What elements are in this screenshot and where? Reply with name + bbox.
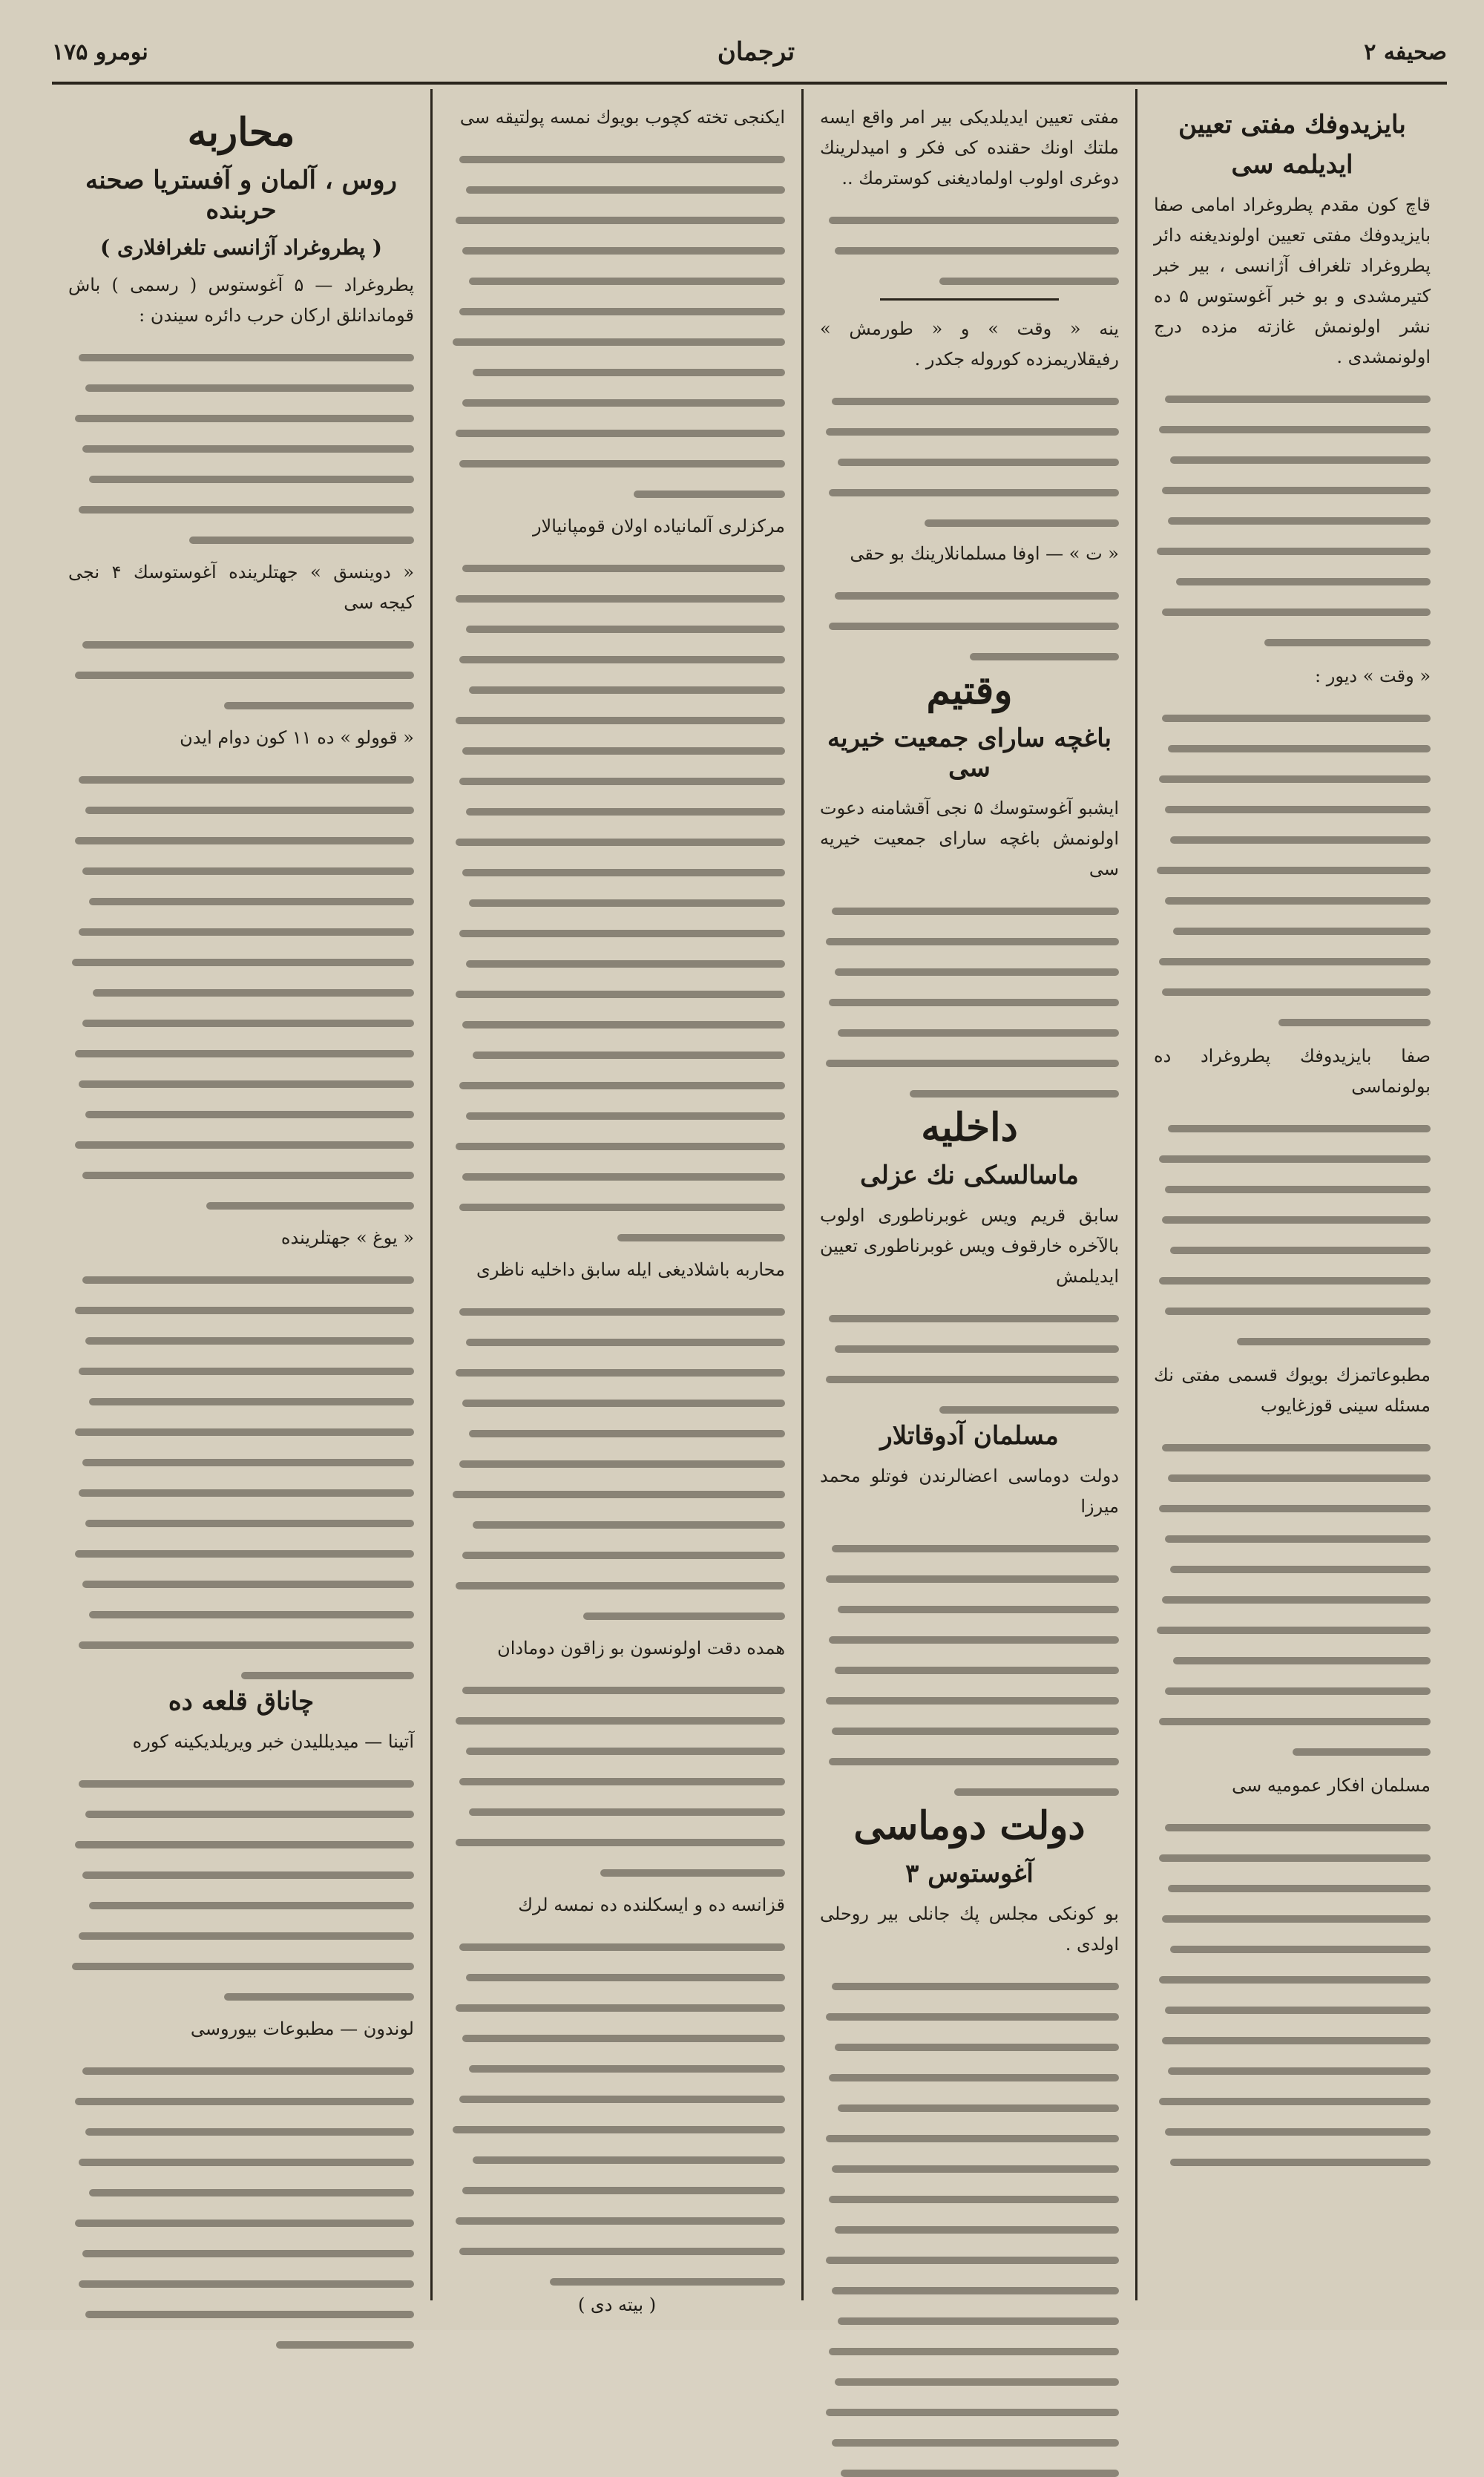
section-heading: داخلیه: [921, 1105, 1018, 1150]
page-header: [52, 22, 1447, 85]
dateline: آغوستوس ۳: [905, 1859, 1034, 1889]
article-title-line2: ایدیلمه سی: [1231, 150, 1353, 180]
article-paragraph: « قوولو » ده ۱۱ کون دوام ایدن: [180, 727, 414, 748]
section-heading: دولت دوماسی: [853, 1803, 1086, 1848]
article-subtitle: ( پطروغراد آژانسی تلغرافلاری ): [99, 235, 383, 260]
illegible-text-block: [1154, 1125, 1431, 1345]
illegible-text-block: [68, 776, 414, 1210]
article-paragraph: صفا بایزیدوفك پطروغراد ده بولونماسی: [1154, 1046, 1431, 1097]
article-paragraph: مفتی تعیین ایدیلدیکی بیر امر واقع ایسه ملتك اونك حقنده کی فکر و امیدلرینك دوغری اولوب اولمادیغنی کوسترمك ..: [820, 107, 1119, 188]
column-news: [801, 89, 1135, 2300]
illegible-text-block: [820, 398, 1119, 527]
article-paragraph: ینه « وقت » و « طورمش » رفیقلاریمزده کوروله جکدر .: [820, 318, 1119, 370]
column-mufti: [1135, 89, 1447, 2300]
article-title: ماسالسکی نك عزلی: [860, 1161, 1079, 1190]
article-paragraph: آتینا — میدیللیدن خبر ویریلدیکینه کوره: [132, 1731, 414, 1752]
section-heading: محاربه: [187, 110, 295, 155]
article-paragraph: مسلمان افکار عمومیه سی: [1232, 1775, 1431, 1796]
article-paragraph: سابق قریم ویس غوبرناطوری اولوب بالآخره خارقوف ویس غوبرناطوری تعیین ایدیلمش: [820, 1205, 1119, 1287]
article-paragraph: « ت » — اوفا مسلمانلارینك بو حقی: [850, 543, 1119, 564]
article-title: چاناق قلعه ده: [168, 1687, 315, 1716]
illegible-text-block: [68, 641, 414, 709]
article-paragraph: « دوینسق » جهتلرینده آغوستوسك ۴ نجی کیجه سی: [68, 562, 415, 613]
illegible-text-block: [820, 908, 1119, 1098]
article-paragraph: پطروغراد — ۵ آغوستوس ( رسمی ) باش قوماندانلق ارکان حرب دائره سیندن :: [68, 275, 414, 326]
illegible-text-block: [820, 1545, 1119, 1796]
masthead: ترجمان: [717, 37, 795, 67]
illegible-text-block: [68, 1276, 414, 1679]
illegible-text-block: [1154, 715, 1431, 1026]
article-paragraph: دولت دوماسی اعضالرندن فوتلو محمد میرزا: [820, 1466, 1119, 1517]
illegible-text-block: [820, 592, 1119, 660]
article-title: روس ، آلمان و آفستریا صحنه حربنده: [85, 165, 397, 225]
article-paragraph: بو کونکی مجلس پك جانلی بیر روحلی اولدی .: [820, 1903, 1119, 1955]
article-paragraph: همده دقت اولونسون بو زاقون دومادان: [497, 1638, 785, 1659]
article-paragraph: مطبوعاتمزك بویوك قسمی مفتی نك مسئله سینی قوزغایوب: [1154, 1365, 1431, 1416]
article-paragraph: ایکنجی تخته کچوب بویوك نمسه پولتیقه سی: [459, 107, 785, 128]
article-title: بایزیدوفك مفتی تعیین: [1178, 110, 1406, 140]
illegible-text-block: [449, 1687, 785, 1877]
section-heading: وقتیم: [926, 668, 1013, 713]
article-paragraph: « یوغ » جهتلرینده: [280, 1227, 414, 1248]
illegible-text-block: [1154, 396, 1431, 646]
page-number: صحیفه ۲: [1364, 39, 1447, 65]
article-paragraph: قاچ کون مقدم پطروغراد امامی صفا بایزیدوفك مفتی تعیین اولوندیغنه دائر پطروغراد تلغراف آژانسی ، بیر خبر کتیرمشدی و بو خبر آغوستوس ۵ ده نشر اولونمش غازته مزده درج اولونمشدی .: [1154, 194, 1431, 367]
illegible-text-block: [449, 156, 785, 498]
column-commerce: [430, 89, 801, 2315]
article-paragraph: ایشبو آغوستوسك ۵ نجی آقشامنه دعوت اولونمش باغچه سارای جمعیت خیریه سی: [820, 798, 1120, 879]
illegible-text-block: [68, 1780, 414, 2001]
continued-marker: ( بیته دی ): [577, 2294, 657, 2315]
illegible-text-block: [449, 1308, 785, 1620]
illegible-text-block: [1154, 1444, 1431, 1756]
article-paragraph: محاربه باشلادیغی ایله سابق داخلیه ناظری: [476, 1259, 785, 1280]
illegible-text-block: [449, 565, 785, 1241]
article-paragraph: لوندون — مطبوعات بیوروسی: [190, 2018, 414, 2039]
columns: [52, 89, 1447, 2315]
article-paragraph: « وقت » دیور :: [1315, 666, 1431, 686]
article-paragraph: مرکزلری آلمانیاده اولان قومپانیالار: [532, 516, 785, 537]
issue-number: نومرو ۱۷۵: [52, 39, 148, 65]
article-title: باغچه سارای جمعیت خیریه سی: [827, 724, 1112, 783]
article-paragraph: قزانسه ده و ایسکلنده ده نمسه لرك: [518, 1894, 785, 1915]
illegible-text-block: [449, 1943, 785, 2286]
illegible-text-block: [68, 354, 414, 544]
column-war: [52, 89, 430, 2300]
section-divider: [880, 298, 1060, 301]
illegible-text-block: [68, 2067, 414, 2349]
illegible-text-block: [820, 1315, 1119, 1414]
illegible-text-block: [1154, 1824, 1431, 2166]
article-title: مسلمان آدوقاتلار: [880, 1421, 1059, 1451]
illegible-text-block: [820, 217, 1119, 285]
illegible-text-block: [820, 1983, 1119, 2477]
